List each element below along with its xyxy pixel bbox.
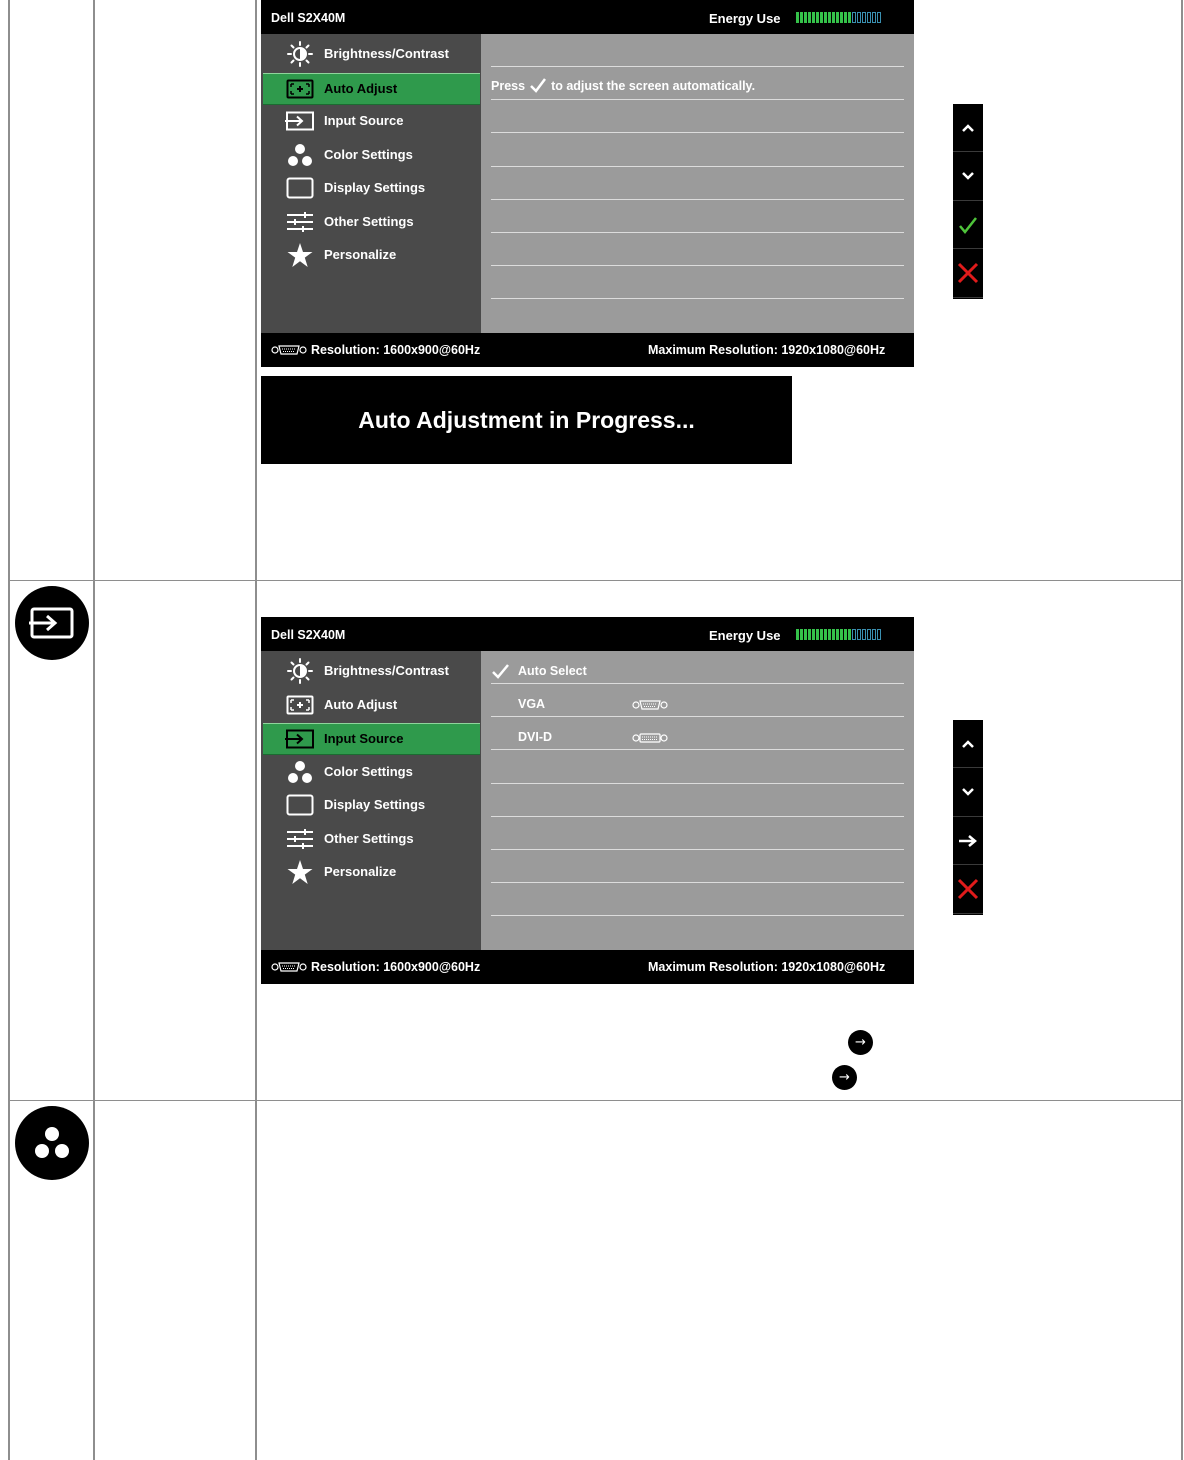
energy-segment (867, 12, 871, 23)
input-source-icon (15, 586, 89, 660)
submenu-divider (491, 716, 904, 717)
auto-adjust-instruction (491, 77, 755, 96)
menu-item-other-settings[interactable] (263, 207, 480, 237)
submenu-divider (491, 132, 904, 133)
energy-segment (796, 629, 799, 640)
menu-item-label: Auto Adjust (324, 80, 398, 96)
menu-item-label: Input Source (324, 731, 404, 746)
down-arrow-button[interactable] (953, 769, 983, 817)
star-icon (283, 860, 317, 884)
menu-item-label: Personalize (324, 864, 397, 879)
menu-item-label: Other Settings (324, 213, 414, 229)
submenu-divider (491, 749, 904, 750)
menu-item-brightness-contrast[interactable] (263, 656, 480, 686)
menu-item-brightness-contrast[interactable] (263, 39, 480, 69)
table-border-left (8, 0, 10, 1460)
max-resolution-text: Maximum Resolution: 1920x1080@60Hz (648, 343, 886, 357)
instruction-suffix: to adjust the screen automatically. (551, 79, 756, 93)
up-arrow-button[interactable] (953, 720, 983, 768)
table-divider-col1 (93, 0, 95, 1460)
menu-item-label: Personalize (324, 247, 397, 262)
energy-segment (852, 12, 856, 23)
energy-use-meter (796, 629, 881, 640)
energy-segment (812, 12, 815, 23)
energy-segment (812, 629, 815, 640)
energy-segment (804, 629, 807, 640)
energy-segment (877, 12, 881, 23)
energy-segment (877, 629, 881, 640)
submenu-divider (491, 882, 904, 883)
osd-auto-adjust (261, 0, 914, 367)
max-resolution-text: Maximum Resolution: 1920x1080@60Hz (648, 960, 886, 974)
check-button[interactable] (953, 201, 983, 249)
submenu-divider (491, 99, 904, 100)
energy-segment (844, 12, 847, 23)
osd-header (261, 617, 914, 651)
menu-item-other-settings[interactable] (263, 824, 480, 854)
table-row-divider (8, 1100, 1183, 1101)
energy-segment (857, 629, 861, 640)
submenu-divider (491, 166, 904, 167)
brightness-icon (283, 659, 317, 683)
instruction-prefix: Press (491, 79, 526, 93)
color-settings-icon (15, 1106, 89, 1180)
table-divider-col2 (255, 0, 257, 1460)
down-arrow-button[interactable] (953, 153, 983, 201)
color-settings-icon (283, 760, 317, 784)
menu-item-input-source[interactable] (263, 723, 480, 755)
menu-item-input-source[interactable] (263, 106, 480, 136)
menu-item-label: Display Settings (324, 180, 426, 195)
energy-segment (832, 12, 835, 23)
input-option-label: VGA (518, 697, 546, 711)
submenu-divider (491, 199, 904, 200)
energy-segment (828, 629, 831, 640)
energy-segment (820, 629, 823, 640)
energy-use-meter (796, 12, 881, 23)
auto-adjust-icon (283, 693, 317, 717)
energy-segment (836, 629, 839, 640)
vga-connector-icon (271, 961, 307, 976)
osd-button-bar (953, 720, 983, 915)
auto-adjust-progress-dialog (261, 376, 792, 464)
close-icon (957, 262, 979, 284)
menu-item-display-settings[interactable] (263, 790, 480, 820)
energy-segment (840, 629, 843, 640)
other-settings-icon (283, 827, 317, 851)
energy-segment (844, 629, 847, 640)
energy-segment (840, 12, 843, 23)
menu-item-personalize[interactable] (263, 240, 480, 270)
down-arrow-icon (961, 787, 975, 797)
energy-segment (808, 629, 811, 640)
energy-segment (862, 12, 866, 23)
brightness-icon (283, 42, 317, 66)
down-arrow-icon (961, 171, 975, 181)
energy-segment (857, 12, 861, 23)
input-option-vga[interactable] (491, 696, 904, 716)
resolution-status (271, 960, 480, 976)
menu-item-label: Color Settings (324, 763, 413, 779)
energy-segment (836, 12, 839, 23)
menu-item-label: Auto Adjust (324, 696, 398, 712)
osd-menu (261, 34, 481, 333)
osd-model-title: Dell S2X40M (271, 628, 346, 642)
display-settings-icon (283, 176, 317, 200)
table-border-right (1181, 0, 1183, 1460)
energy-segment (800, 629, 803, 640)
menu-item-label: Input Source (324, 113, 404, 128)
input-option-label: Auto Select (518, 664, 587, 678)
menu-item-label: Color Settings (324, 146, 413, 162)
auto-adjust-icon (283, 77, 317, 101)
energy-segment (852, 629, 856, 640)
up-arrow-icon (961, 123, 975, 133)
osd-menu (261, 651, 481, 950)
up-arrow-icon (961, 739, 975, 749)
osd-model-title: Dell S2X40M (271, 11, 346, 25)
check-icon (491, 663, 511, 682)
energy-segment (867, 629, 871, 640)
menu-item-label: Brightness/Contrast (324, 663, 449, 678)
submenu-divider (491, 298, 904, 299)
energy-segment (796, 12, 799, 23)
star-icon (283, 243, 317, 267)
input-option-auto-select[interactable] (491, 663, 904, 683)
other-settings-icon (283, 210, 317, 234)
menu-item-display-settings[interactable] (263, 173, 480, 203)
energy-segment (808, 12, 811, 23)
energy-segment (800, 12, 803, 23)
close-icon (957, 878, 979, 900)
up-arrow-button[interactable] (953, 104, 983, 152)
energy-use-label: Energy Use (709, 628, 781, 643)
right-arrow-button[interactable] (953, 817, 983, 865)
menu-item-label: Display Settings (324, 797, 426, 812)
submenu-divider (491, 232, 904, 233)
energy-segment (832, 629, 835, 640)
submenu-divider (491, 265, 904, 266)
energy-segment (848, 12, 851, 23)
close-button[interactable] (953, 250, 983, 298)
menu-item-label: Brightness/Contrast (324, 46, 449, 61)
vga-connector-icon (632, 699, 668, 714)
right-arrow-icon (958, 834, 978, 848)
osd-button-bar (953, 104, 983, 299)
resolution-text: Resolution: 1600x900@60Hz (311, 343, 481, 357)
resolution-status (271, 343, 480, 359)
menu-item-auto-adjust[interactable] (263, 690, 480, 720)
vga-connector-icon (271, 344, 307, 359)
resolution-text: Resolution: 1600x900@60Hz (311, 960, 481, 974)
menu-item-auto-adjust[interactable] (263, 73, 480, 105)
submenu-divider (491, 66, 904, 67)
check-icon (958, 216, 978, 234)
energy-segment (816, 629, 819, 640)
close-button[interactable] (953, 866, 983, 914)
energy-segment (824, 12, 827, 23)
input-option-label: DVI-D (518, 730, 553, 744)
energy-segment (824, 629, 827, 640)
menu-item-color-settings[interactable] (263, 140, 480, 170)
energy-segment (872, 629, 876, 640)
energy-segment (828, 12, 831, 23)
menu-item-color-settings[interactable] (263, 757, 480, 787)
energy-segment (872, 12, 876, 23)
color-settings-icon (283, 143, 317, 167)
osd-header (261, 0, 914, 34)
energy-segment (862, 629, 866, 640)
submenu-divider (491, 915, 904, 916)
check-icon (529, 77, 547, 96)
dvi-connector-icon (632, 732, 668, 747)
energy-segment (804, 12, 807, 23)
osd-input-source (261, 617, 914, 984)
submenu-divider (491, 816, 904, 817)
submenu-divider (491, 683, 904, 684)
input-source-icon (283, 109, 317, 133)
menu-item-personalize[interactable] (263, 857, 480, 887)
energy-segment (820, 12, 823, 23)
input-source-icon (283, 727, 317, 751)
submenu-divider (491, 849, 904, 850)
input-option-dvi-d[interactable] (491, 729, 904, 749)
progress-message: Auto Adjustment in Progress... (358, 406, 695, 433)
menu-item-label: Other Settings (324, 830, 414, 846)
display-settings-icon (283, 793, 317, 817)
submenu-divider (491, 783, 904, 784)
energy-use-label: Energy Use (709, 11, 781, 26)
right-arrow-icon: → (832, 1065, 857, 1090)
table-row-divider (8, 580, 1183, 581)
energy-segment (816, 12, 819, 23)
energy-segment (848, 629, 851, 640)
right-arrow-icon: → (848, 1030, 873, 1055)
